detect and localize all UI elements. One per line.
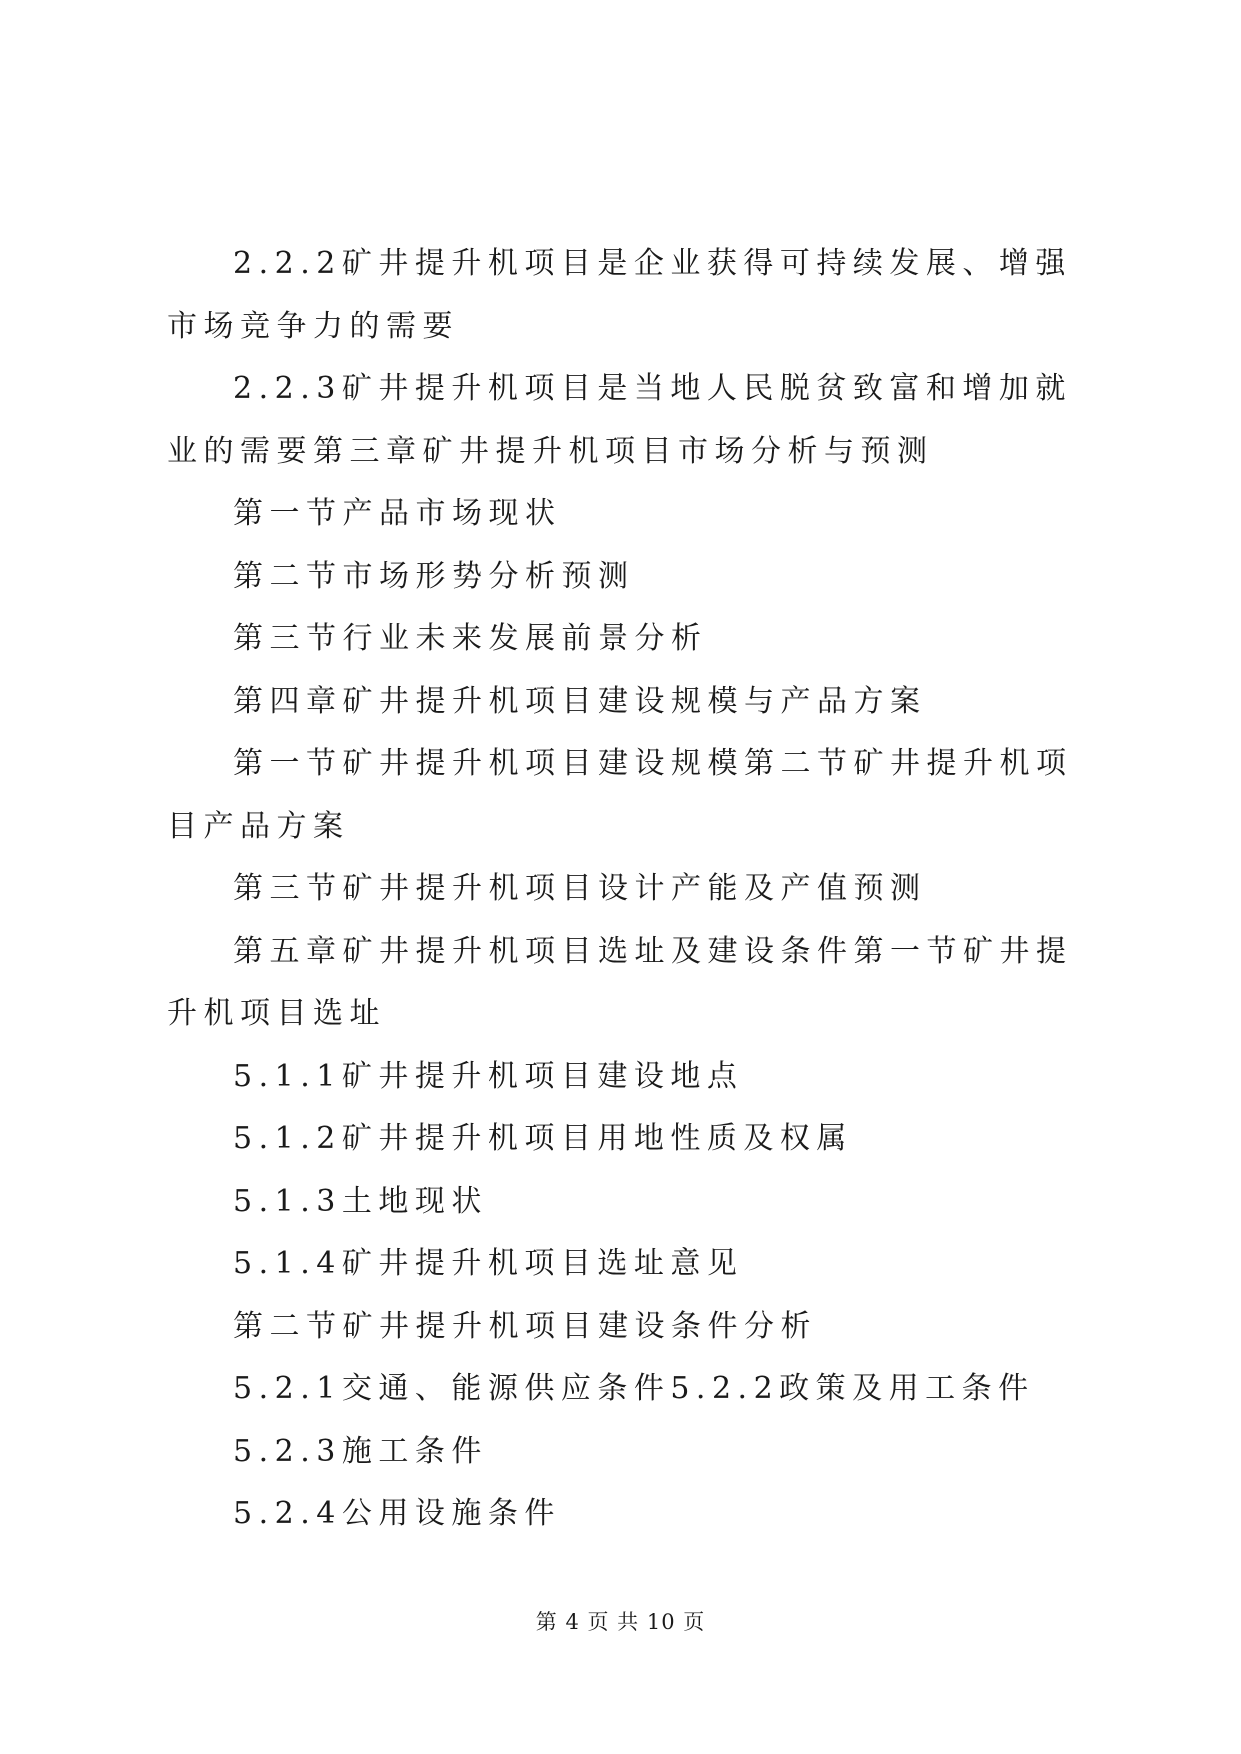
paragraph: 5.2.3施工条件	[233, 1433, 488, 1469]
paragraph: 第五章矿井提升机项目选址及建设条件第一节矿井提升机项目选址	[167, 933, 1073, 1031]
paragraph: 第二节市场形势分析预测	[233, 558, 635, 594]
paragraph: 5.2.4公用设施条件	[233, 1496, 561, 1531]
paragraph: 第三节行业未来发展前景分析	[233, 621, 708, 656]
paragraph: 2.2.2矿井提升机项目是企业获得可持续发展、增强市场竞争力的需要	[167, 246, 1072, 344]
paragraph: 第三节矿井提升机项目设计产能及产值预测	[233, 871, 927, 906]
document-body	[167, 233, 1082, 1546]
paragraph: 5.1.3土地现状	[233, 1183, 488, 1219]
paragraph: 5.1.2矿井提升机项目用地性质及权属	[233, 1121, 853, 1156]
paragraph: 5.2.1交通、能源供应条件5.2.2政策及用工条件	[233, 1371, 1035, 1406]
paragraph: 第一节矿井提升机项目建设规模第二节矿井提升机项目产品方案	[167, 746, 1073, 844]
paragraph: 5.1.4矿井提升机项目选址意见	[233, 1246, 744, 1281]
paragraph: 第四章矿井提升机项目建设规模与产品方案	[233, 683, 927, 719]
page-number-footer: 第 4 页 共 10 页	[535, 1610, 706, 1634]
paragraph: 2.2.3矿井提升机项目是当地人民脱贫致富和增加就业的需要第三章矿井提升机项目市场分析与预测	[167, 371, 1072, 469]
paragraph: 第一节产品市场现状	[233, 496, 562, 531]
paragraph: 5.1.1矿井提升机项目建设地点	[233, 1058, 744, 1094]
paragraph: 第二节矿井提升机项目建设条件分析	[233, 1308, 817, 1344]
